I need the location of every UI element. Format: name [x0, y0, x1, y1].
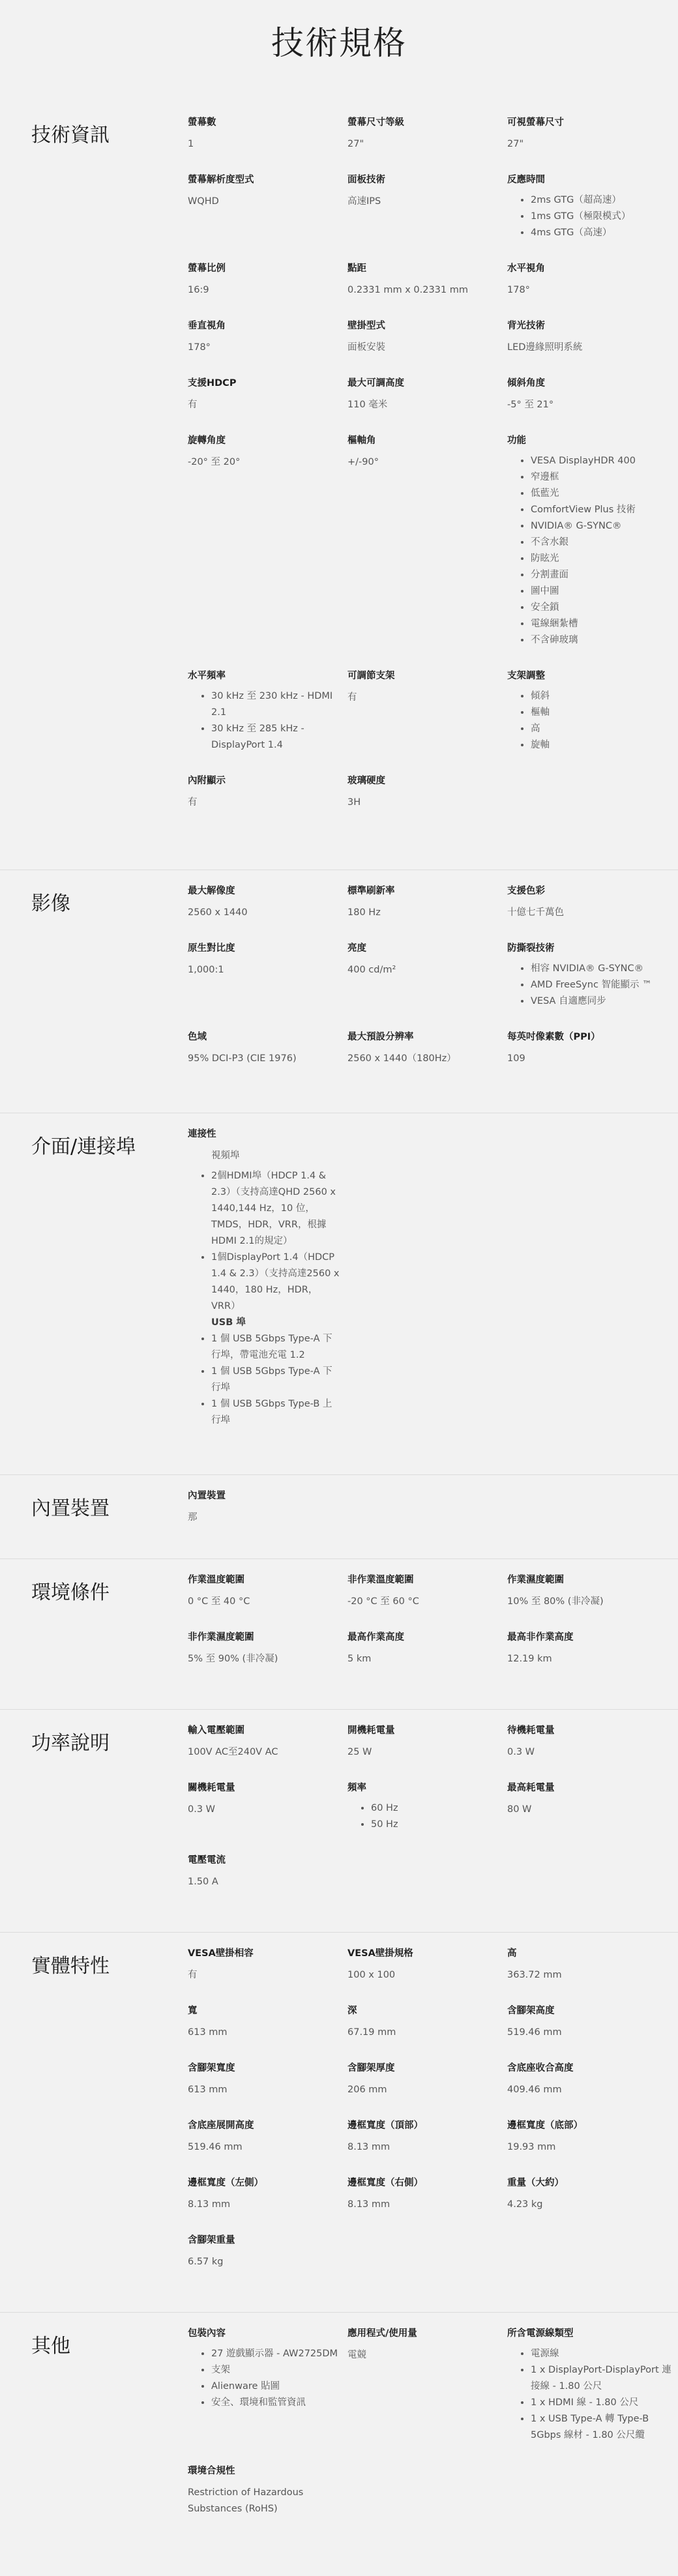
spec-value: 4.23 kg: [507, 2199, 543, 2210]
spec-label: 防撕裂技術: [507, 943, 555, 954]
spec-bullet: • 60 Hz: [371, 1800, 499, 1817]
spec-value: 10% 至 80% (非冷凝): [507, 1596, 604, 1607]
spec-item: [507, 941, 671, 1010]
spec-label: 作業濕度範圍: [507, 1575, 564, 1585]
spec-label: 邊框寬度（左側）: [188, 2178, 263, 2188]
spec-bullet-list: [188, 1331, 340, 1429]
spec-bullet: • 不含砷玻璃: [531, 632, 671, 649]
spec-label: 深: [347, 2006, 357, 2016]
spec-value: 519.46 mm: [507, 2027, 562, 2038]
spec-subheading: 視頻埠: [211, 1150, 240, 1161]
spec-sections: [0, 68, 678, 2537]
spec-label: 待機耗電量: [507, 1725, 555, 1736]
spec-item: [507, 1946, 671, 1983]
spec-item: [347, 1029, 499, 1067]
spec-item: [507, 668, 671, 754]
spec-value: 25 W: [347, 1747, 372, 1757]
spec-label: 環境合規性: [188, 2466, 235, 2476]
spec-bullet: • 2個HDMI埠（HDCP 1.4 & 2.3）（支持高達QHD 2560 x 1440,144 Hz，10 位，TMDS，HDR，VRR，根據HDMI 2.1的規定）: [211, 1168, 340, 1250]
spec-label: VESA壁掛相容: [188, 1948, 254, 1959]
spec-item: [347, 2326, 499, 2444]
spec-value: 400 cd/m²: [347, 965, 396, 975]
spec-item: [347, 172, 499, 241]
spec-item: [188, 773, 340, 811]
section-title: 技術資訊: [31, 124, 110, 147]
spec-bullet-list: [507, 453, 671, 649]
spec-label: 輸入電壓範圍: [188, 1725, 244, 1736]
spec-value: 27": [347, 139, 364, 149]
spec-item: [507, 318, 671, 356]
spec-bullet: • 防眩光: [531, 551, 671, 567]
spec-label: 最高作業高度: [347, 1632, 404, 1643]
spec-grid: [188, 1946, 671, 2270]
spec-bullet: • 安全、環境和監管資訊: [211, 2395, 340, 2411]
spec-label: 最大可調高度: [347, 378, 404, 388]
spec-value: 3H: [347, 797, 361, 808]
spec-bullet-list: [188, 1168, 340, 1315]
spec-label: 作業溫度範圍: [188, 1575, 244, 1585]
spec-value: 1: [188, 139, 194, 149]
spec-grid: [188, 1572, 671, 1667]
spec-bullet: • 30 kHz 至 230 kHz - HDMI 2.1: [211, 688, 340, 721]
spec-label: 垂直視角: [188, 321, 226, 331]
spec-value: 6.57 kg: [188, 2257, 224, 2267]
spec-item: [507, 433, 671, 649]
spec-label: 最大解像度: [188, 886, 235, 896]
spec-bullet: • 27 遊戲顯示器 - AW2725DM: [211, 2346, 340, 2362]
spec-item: [347, 318, 499, 356]
spec-value: 109: [507, 1053, 525, 1064]
spec-label: 邊框寬度（右側）: [347, 2178, 423, 2188]
spec-label: 高: [507, 1948, 517, 1959]
spec-bullet: • ComfortView Plus 技術: [531, 502, 671, 518]
spec-item: [347, 1780, 499, 1833]
section-builtin: [0, 1474, 678, 1559]
spec-value: 206 mm: [347, 2085, 387, 2095]
spec-bullet: • 旋軸: [531, 737, 671, 754]
spec-label: 螢幕尺寸等級: [347, 117, 404, 128]
spec-bullet: • 傾斜: [531, 688, 671, 705]
spec-bullet: • 1個DisplayPort 1.4（HDCP 1.4 & 2.3）（支持高達2560 x 1440，180 Hz，HDR，VRR）: [211, 1250, 340, 1315]
section-tech-info: [0, 68, 678, 870]
spec-value: 519.46 mm: [188, 2142, 243, 2152]
section-title: 環境條件: [31, 1581, 110, 1604]
section-other: [0, 2312, 678, 2537]
spec-value: 0.2331 mm x 0.2331 mm: [347, 285, 468, 295]
spec-label: 內置裝置: [188, 1491, 226, 1501]
spec-item: [507, 1630, 671, 1667]
spec-item: [507, 1572, 671, 1610]
spec-bullet: • 電線綑紮槽: [531, 616, 671, 632]
spec-label: 包裝內容: [188, 2328, 226, 2339]
spec-label: 頻率: [347, 1783, 366, 1793]
spec-item: [188, 1488, 340, 1526]
spec-label: 含腳架重量: [188, 2235, 235, 2246]
spec-item: [188, 318, 340, 356]
spec-item: [347, 883, 499, 921]
spec-value: 面板安裝: [347, 342, 385, 353]
spec-label: 非作業溫度範圍: [347, 1575, 414, 1585]
spec-label: 應用程式/使用量: [347, 2328, 417, 2339]
spec-label: 螢幕解析度型式: [188, 175, 254, 185]
spec-bullet: • 高: [531, 721, 671, 737]
spec-value: -20 °C 至 60 °C: [347, 1596, 419, 1607]
spec-item: [188, 2003, 340, 2041]
spec-label: 傾斜角度: [507, 378, 545, 388]
spec-value: 180 Hz: [347, 907, 381, 918]
spec-bullet: • 30 kHz 至 285 kHz - DisplayPort 1.4: [211, 721, 340, 754]
spec-value: WQHD: [188, 196, 219, 207]
spec-bullet-list: [507, 192, 671, 241]
spec-bullet: • Alienware 貼圖: [211, 2378, 340, 2395]
spec-grid: [188, 1126, 671, 1429]
spec-value: 有: [188, 400, 198, 410]
page-title: 技術規格: [271, 24, 407, 62]
spec-item: [507, 2118, 671, 2156]
spec-item: [188, 2463, 340, 2517]
spec-bullet: • AMD FreeSync 智能顯示 ™: [531, 977, 671, 993]
section-title: 影像: [31, 892, 70, 915]
spec-item: [188, 668, 340, 754]
spec-bullet: • 1 個 USB 5Gbps Type-A 下行埠，帶電池充電 1.2: [211, 1331, 340, 1364]
spec-value: 5% 至 90% (非冷凝): [188, 1654, 278, 1664]
spec-bullet-list: [188, 2346, 340, 2411]
spec-value: 電競: [347, 2350, 366, 2360]
spec-bullet: • 1 x HDMI 線 - 1.80 公尺: [531, 2395, 671, 2411]
spec-bullet-list: [507, 2346, 671, 2444]
spec-item: [188, 1723, 340, 1761]
spec-value: 1.50 A: [188, 1877, 218, 1887]
spec-value: 12.19 km: [507, 1654, 552, 1664]
spec-label: 非作業濕度範圍: [188, 1632, 254, 1643]
spec-value: 178°: [188, 342, 211, 353]
spec-item: [507, 115, 671, 153]
section-title: 功率說明: [31, 1732, 110, 1755]
spec-value: LED邊緣照明系統: [507, 342, 583, 353]
spec-label: VESA壁掛規格: [347, 1948, 413, 1959]
spec-bullet: • 1 個 USB 5Gbps Type-B 上行埠: [211, 1396, 340, 1429]
section-title: 其他: [31, 2335, 70, 2358]
spec-subheading: USB 埠: [211, 1317, 246, 1328]
spec-value: 67.19 mm: [347, 2027, 396, 2038]
spec-bullet: • 1ms GTG（極限模式）: [531, 209, 671, 225]
spec-label: 原生對比度: [188, 943, 235, 954]
spec-value: 有: [347, 692, 357, 703]
spec-bullet-list: [188, 688, 340, 754]
spec-value: -20° 至 20°: [188, 457, 241, 467]
section-physical: [0, 1932, 678, 2312]
spec-label: 含底座展開高度: [188, 2120, 254, 2131]
spec-label: 玻璃硬度: [347, 776, 385, 786]
spec-label: 亮度: [347, 943, 366, 954]
spec-label: 螢幕數: [188, 117, 216, 128]
spec-item: [188, 1852, 340, 1890]
spec-value: 16:9: [188, 285, 209, 295]
spec-label: 關機耗電量: [188, 1783, 235, 1793]
spec-bullet: • 低藍光: [531, 486, 671, 502]
spec-item: [507, 2175, 671, 2213]
spec-item: [347, 115, 499, 153]
spec-bullet: • 4ms GTG（高速）: [531, 225, 671, 241]
spec-value: 2560 x 1440: [188, 907, 248, 918]
spec-item: [347, 773, 499, 811]
spec-item: [188, 941, 340, 1010]
spec-bullet: • 不含水銀: [531, 534, 671, 551]
spec-value: Restriction of Hazardous Substances (RoHS): [188, 2487, 304, 2514]
spec-value: 178°: [507, 285, 530, 295]
spec-item: [347, 1723, 499, 1761]
spec-value: 1,000:1: [188, 965, 224, 975]
spec-item: [507, 1029, 671, 1067]
spec-label: 可視螢幕尺寸: [507, 117, 564, 128]
spec-item: [188, 261, 340, 299]
spec-value: 80 W: [507, 1804, 532, 1815]
spec-value: 8.13 mm: [347, 2142, 391, 2152]
spec-label: 寬: [188, 2006, 198, 2016]
spec-label: 含腳架高度: [507, 2006, 555, 2016]
spec-value: 409.46 mm: [507, 2085, 562, 2095]
spec-label: 所含電源線類型: [507, 2328, 574, 2339]
spec-bullet: • 圖中圖: [531, 583, 671, 600]
spec-label: 反應時間: [507, 175, 545, 185]
spec-value: 100 x 100: [347, 1970, 396, 1980]
spec-value: 有: [188, 1970, 198, 1980]
spec-label: 含底座收合高度: [507, 2063, 574, 2073]
spec-value: 110 毫米: [347, 400, 388, 410]
spec-bullet: • 窄邊框: [531, 469, 671, 486]
spec-label: 壁掛型式: [347, 321, 385, 331]
spec-value: 613 mm: [188, 2085, 228, 2095]
spec-value: 27": [507, 139, 524, 149]
spec-bullet: • 支架: [211, 2362, 340, 2378]
spec-label: 支援HDCP: [188, 378, 237, 388]
spec-label: 旋轉角度: [188, 435, 226, 446]
spec-value: 19.93 mm: [507, 2142, 556, 2152]
spec-grid: [188, 883, 671, 1067]
spec-value: 363.72 mm: [507, 1970, 562, 1980]
spec-label: 每英吋像素數（PPI）: [507, 1032, 600, 1042]
spec-label: 背光技術: [507, 321, 545, 331]
spec-bullet: • 2ms GTG（超高速）: [531, 192, 671, 209]
spec-bullet: • VESA 自適應同步: [531, 993, 671, 1010]
spec-label: 可調節支架: [347, 671, 395, 681]
spec-bullet: • 電源線: [531, 2346, 671, 2362]
spec-label: 色域: [188, 1032, 207, 1042]
spec-value: 那: [188, 1512, 198, 1523]
spec-item: [188, 1630, 340, 1667]
section-image: [0, 870, 678, 1113]
spec-label: 點距: [347, 263, 366, 274]
spec-bullet: • 相容 NVIDIA® G-SYNC®: [531, 961, 671, 977]
spec-bullet: • 分割畫面: [531, 567, 671, 583]
spec-label: 支援色彩: [507, 886, 545, 896]
section-title: 內置裝置: [31, 1497, 110, 1520]
spec-item: [188, 172, 340, 241]
spec-item: [507, 883, 671, 921]
spec-item: [347, 1630, 499, 1667]
section-title: 介面/連接埠: [31, 1135, 136, 1158]
spec-label: 含腳架厚度: [347, 2063, 395, 2073]
spec-value: -5° 至 21°: [507, 400, 554, 410]
spec-label: 含腳架寬度: [188, 2063, 235, 2073]
spec-label: 邊框寬度（底部）: [507, 2120, 583, 2131]
spec-bullet: • 1 x DisplayPort-DisplayPort 連接線 - 1.80 公尺: [531, 2362, 671, 2395]
spec-item: [188, 883, 340, 921]
spec-value: 2560 x 1440（180Hz）: [347, 1053, 456, 1064]
spec-item: [347, 433, 499, 649]
spec-item: [507, 1723, 671, 1761]
spec-value: 100V AC至240V AC: [188, 1747, 278, 1757]
spec-label: 邊框寬度（頂部）: [347, 2120, 423, 2131]
spec-value: +/-90°: [347, 457, 379, 467]
spec-label: 螢幕比例: [188, 263, 226, 274]
spec-item: [188, 2232, 340, 2270]
spec-value: 8.13 mm: [347, 2199, 391, 2210]
spec-item: [188, 115, 340, 153]
spec-label: 支架調整: [507, 671, 545, 681]
spec-bullet-list: [507, 961, 671, 1010]
spec-value: 0.3 W: [507, 1747, 535, 1757]
spec-value: 8.13 mm: [188, 2199, 231, 2210]
spec-item: [188, 433, 340, 649]
spec-label: 最高非作業高度: [507, 1632, 574, 1643]
spec-value: 十億七千萬色: [507, 907, 564, 918]
spec-item: [347, 261, 499, 299]
spec-item: [507, 375, 671, 413]
spec-bullet-list: [347, 1800, 499, 1833]
spec-grid: [188, 115, 671, 811]
spec-item: [188, 2118, 340, 2156]
spec-label: 水平視角: [507, 263, 545, 274]
spec-value: 有: [188, 797, 198, 808]
spec-item: [507, 2060, 671, 2098]
spec-label: 電壓電流: [188, 1855, 226, 1866]
spec-item: [188, 2326, 340, 2444]
spec-item: [188, 1946, 340, 1983]
spec-item: [188, 1126, 340, 1429]
spec-bullet: • 1 x USB Type-A 轉 Type-B 5Gbps 線材 - 1.80 公尺纜: [531, 2411, 671, 2444]
spec-item: [507, 2003, 671, 2041]
spec-label: 面板技術: [347, 175, 385, 185]
spec-item: [507, 261, 671, 299]
spec-bullet: • 50 Hz: [371, 1817, 499, 1833]
spec-item: [347, 2060, 499, 2098]
spec-item: [188, 1780, 340, 1833]
spec-item: [347, 1946, 499, 1983]
spec-label: 樞軸角: [347, 435, 376, 446]
spec-item: [188, 375, 340, 413]
spec-item: [507, 1780, 671, 1833]
spec-value: 0.3 W: [188, 1804, 216, 1815]
section-power: [0, 1709, 678, 1932]
spec-grid: [188, 2326, 671, 2517]
spec-item: [188, 2060, 340, 2098]
spec-value: 95% DCI-P3 (CIE 1976): [188, 1053, 297, 1064]
spec-bullet: • 1 個 USB 5Gbps Type-A 下行埠: [211, 1364, 340, 1396]
spec-label: 連接性: [188, 1129, 216, 1139]
spec-bullet: • VESA DisplayHDR 400: [531, 453, 671, 469]
spec-item: [347, 375, 499, 413]
spec-item: [347, 668, 499, 754]
spec-value: 613 mm: [188, 2027, 228, 2038]
spec-value: 5 km: [347, 1654, 372, 1664]
spec-label: 功能: [507, 435, 526, 446]
spec-label: 開機耗電量: [347, 1725, 395, 1736]
spec-item: [188, 1572, 340, 1610]
spec-item: [188, 1029, 340, 1067]
spec-bullet-list: [507, 688, 671, 754]
section-env: [0, 1559, 678, 1709]
spec-bullet: • 樞軸: [531, 705, 671, 721]
spec-item: [347, 2175, 499, 2213]
spec-item: [347, 2003, 499, 2041]
spec-bullet: • NVIDIA® G-SYNC®: [531, 518, 671, 534]
spec-item: [347, 1572, 499, 1610]
spec-item: [507, 172, 671, 241]
spec-item: [188, 2175, 340, 2213]
spec-item: [347, 941, 499, 1010]
spec-grid: [188, 1723, 671, 1890]
spec-label: 水平頻率: [188, 671, 226, 681]
spec-value: 0 °C 至 40 °C: [188, 1596, 250, 1607]
section-io: [0, 1113, 678, 1474]
spec-label: 最高耗電量: [507, 1783, 555, 1793]
section-title: 實體特性: [31, 1955, 110, 1978]
spec-grid: [188, 1488, 671, 1526]
spec-label: 最大預設分辨率: [347, 1032, 414, 1042]
spec-label: 重量（大約）: [507, 2178, 564, 2188]
spec-item: [347, 2118, 499, 2156]
spec-label: 內附顯示: [188, 776, 226, 786]
spec-value: 高速IPS: [347, 196, 381, 207]
spec-bullet: • 安全鎖: [531, 600, 671, 616]
spec-item: [507, 2326, 671, 2444]
spec-label: 標準刷新率: [347, 886, 395, 896]
